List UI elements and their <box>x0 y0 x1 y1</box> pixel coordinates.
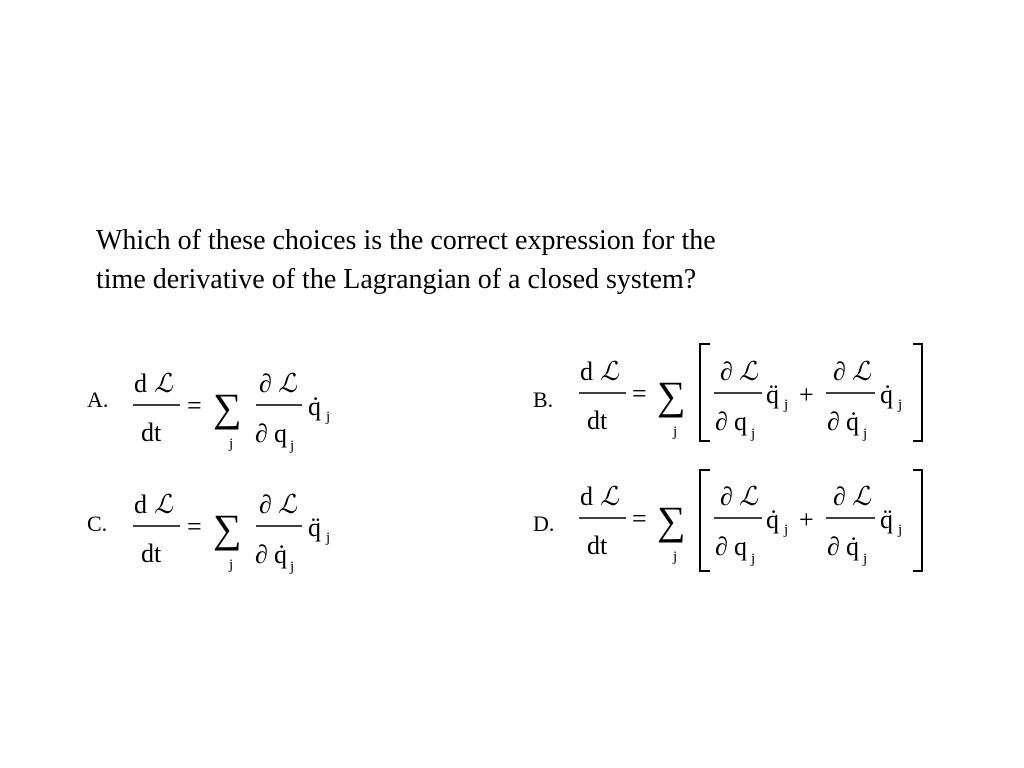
choice-c-label: C. <box>87 511 108 536</box>
choice-b-label: B. <box>533 387 554 412</box>
subscript-j: j <box>751 551 756 567</box>
q-ddot-symbol: q̈ <box>766 380 779 409</box>
dt-symbol: dt <box>141 418 162 447</box>
lagrangian-symbol: ℒ <box>278 369 297 398</box>
dt-symbol: dt <box>587 406 608 435</box>
plus-sign: + <box>799 505 814 534</box>
d-symbol: d <box>134 490 147 519</box>
left-bracket <box>700 470 710 571</box>
partial-symbol: ∂ <box>715 532 728 561</box>
lagrangian-symbol: ℒ <box>154 490 173 519</box>
subscript-j: j <box>784 522 789 538</box>
question-line-1: Which of these choices is the correct expression for the <box>96 225 716 256</box>
lagrangian-symbol: ℒ <box>600 482 619 511</box>
lagrangian-symbol: ℒ <box>154 369 173 398</box>
subscript-j: j <box>898 397 903 413</box>
equals-sign: = <box>187 391 202 420</box>
partial-symbol: ∂ <box>259 490 272 519</box>
q-dot-symbol: q̇ <box>308 392 321 421</box>
q-symbol: q <box>274 419 287 448</box>
d-symbol: d <box>134 369 147 398</box>
partial-symbol: ∂ <box>827 407 840 436</box>
dt-symbol: dt <box>141 539 162 568</box>
partial-symbol: ∂ <box>255 540 268 569</box>
partial-symbol: ∂ <box>720 357 733 386</box>
equals-sign: = <box>632 379 647 408</box>
partial-symbol: ∂ <box>255 419 268 448</box>
lagrangian-symbol: ℒ <box>600 357 619 386</box>
question-line-2: time derivative of the Lagrangian of a closed system? <box>96 264 697 295</box>
partial-symbol: ∂ <box>827 532 840 561</box>
sum-symbol: ∑ <box>657 498 686 543</box>
q-dot-symbol: q̇ <box>846 532 859 561</box>
partial-symbol: ∂ <box>833 357 846 386</box>
subscript-j: j <box>290 559 295 575</box>
equals-sign: = <box>187 512 202 541</box>
subscript-j: j <box>863 426 868 442</box>
lagrangian-symbol: ℒ <box>739 482 758 511</box>
partial-symbol: ∂ <box>720 482 733 511</box>
d-symbol: d <box>580 482 593 511</box>
sum-symbol: ∑ <box>213 385 242 430</box>
sum-index: j <box>673 549 678 565</box>
right-bracket <box>913 470 922 571</box>
subscript-j: j <box>290 438 295 454</box>
q-ddot-symbol: q̈ <box>308 513 321 542</box>
q-ddot-symbol: q̈ <box>880 505 893 534</box>
partial-symbol: ∂ <box>833 482 846 511</box>
subscript-j: j <box>863 551 868 567</box>
q-symbol: q <box>734 532 747 561</box>
sum-index: j <box>229 436 234 452</box>
sum-index: j <box>673 424 678 440</box>
sum-index: j <box>229 557 234 573</box>
subscript-j: j <box>326 530 331 546</box>
plus-sign: + <box>799 380 814 409</box>
sum-symbol: ∑ <box>657 373 686 418</box>
equals-sign: = <box>632 504 647 533</box>
subscript-j: j <box>751 426 756 442</box>
lagrangian-symbol: ℒ <box>852 357 871 386</box>
lagrangian-symbol: ℒ <box>852 482 871 511</box>
subscript-j: j <box>898 522 903 538</box>
d-symbol: d <box>580 357 593 386</box>
lagrangian-symbol: ℒ <box>278 490 297 519</box>
subscript-j: j <box>326 409 331 425</box>
dt-symbol: dt <box>587 531 608 560</box>
partial-symbol: ∂ <box>715 407 728 436</box>
partial-symbol: ∂ <box>259 369 272 398</box>
subscript-j: j <box>784 397 789 413</box>
choice-d-label: D. <box>533 511 555 536</box>
q-dot-symbol: q̇ <box>880 380 893 409</box>
sum-symbol: ∑ <box>213 506 242 551</box>
q-dot-symbol: q̇ <box>766 505 779 534</box>
lagrangian-symbol: ℒ <box>739 357 758 386</box>
q-dot-symbol: q̇ <box>846 407 859 436</box>
choice-a-label: A. <box>87 387 109 412</box>
q-dot-symbol: q̇ <box>274 540 287 569</box>
q-symbol: q <box>734 407 747 436</box>
